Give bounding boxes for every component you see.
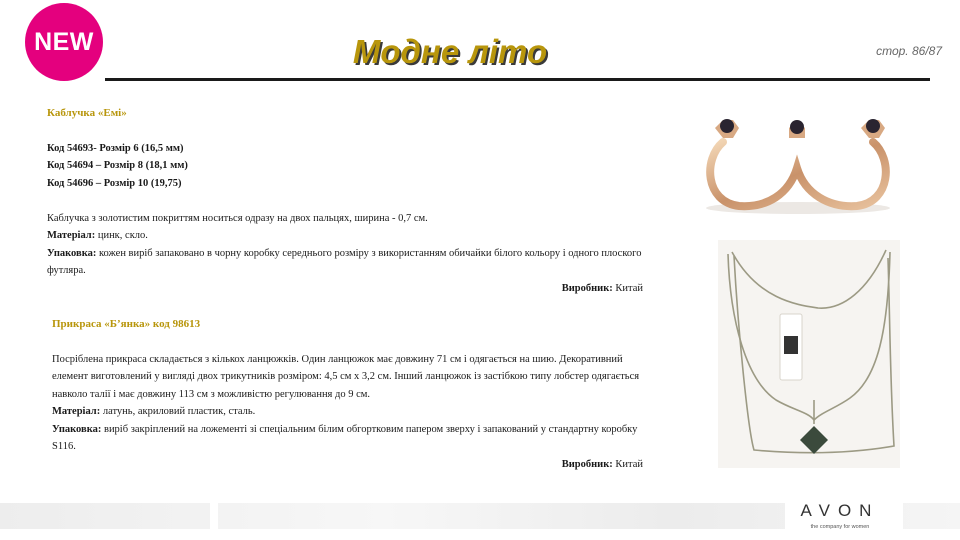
product-name: Каблучка «Емі» — [47, 107, 127, 119]
product-packaging: Упаковка: кожен виріб запаковано в чорну коробку середнього розміру з використанням обичайки білого кольору і одного плоского футляра. — [47, 247, 642, 276]
product-code: Код 54696 – Розмір 10 (19,75) — [47, 177, 182, 189]
product-code: Код 54694 – Розмір 8 (18,1 мм) — [47, 160, 188, 171]
product-material: Матеріал: цинк, скло. — [47, 230, 148, 241]
product-necklace — [52, 316, 643, 473]
product-description: Посріблена прикраса складається з кількох ланцюжків. Один ланцюжок має довжину 71 см і одягається на шию. Декоративний елемент виготовлений у вигляді двох трикутників розміром: 4,5 см х 3,2 см. Інший ланцюжок із застібкою типу лобстер одягається навколо талії і має довжину 113 см з можливістю регулювання до 9 см. — [52, 353, 640, 400]
product-maker: Виробник: Китай — [561, 458, 643, 470]
product-ring — [47, 105, 643, 297]
product-material: Матеріал: латунь, акриловий пластик, сталь. — [52, 406, 256, 417]
page-title: Модне літо — [352, 33, 548, 70]
product-name: Прикраса «Б’янка» код 98613 — [52, 318, 201, 330]
avon-logo: AVON — [800, 501, 880, 520]
product-description: Каблучка з золотистим покриттям носиться одразу на двох пальцях, ширина - 0,7 см. — [47, 212, 428, 224]
product-maker: Виробник: Китай — [561, 282, 643, 294]
new-badge-label: NEW — [34, 27, 94, 56]
title-divider — [105, 78, 930, 81]
page-number: стор. 86/87 — [876, 44, 942, 58]
avon-tagline: the company for women — [810, 524, 870, 530]
ring-photo — [693, 104, 903, 222]
product-packaging: Упаковка: виріб закріплений на ложементі зі спеціальним білим обгортковим папером зверху і запакований у стандартну коробку S116. — [52, 423, 638, 452]
necklace-photo — [718, 240, 900, 468]
product-code: Код 54693- Розмір 6 (16,5 мм) — [47, 142, 184, 154]
